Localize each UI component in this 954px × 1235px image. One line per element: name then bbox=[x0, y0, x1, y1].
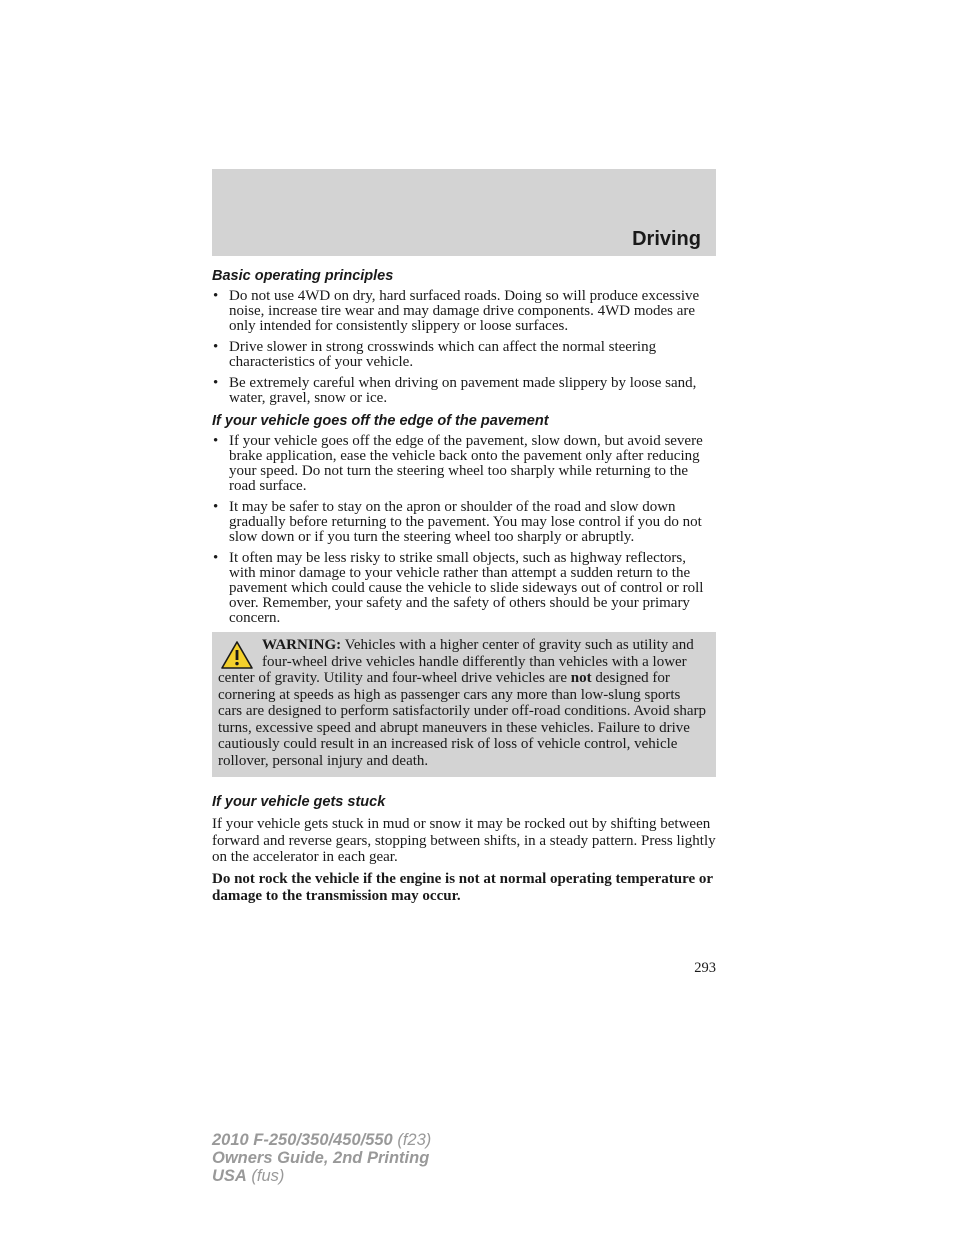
bullet-icon: • bbox=[213, 550, 219, 566]
page-number: 293 bbox=[694, 960, 716, 976]
footer-publication-info bbox=[212, 1131, 431, 1185]
basic-principles-list bbox=[212, 289, 716, 406]
bullet-icon: • bbox=[213, 288, 219, 304]
bullet-icon: • bbox=[213, 339, 219, 355]
footer-line-market: USA (fus) bbox=[212, 1167, 285, 1185]
section-title: Driving bbox=[632, 228, 701, 250]
list-item: • If your vehicle goes off the edge of the pavement, slow down, but avoid severe brake application, ease the vehicle back onto the pavement only after reducing your speed. Do not turn the steering wheel too sharply while returning to the road surface. bbox=[213, 433, 703, 494]
warning-triangle-icon bbox=[220, 640, 254, 670]
list-item: • Drive slower in strong crosswinds which can affect the normal steering characteristics of your vehicle. bbox=[213, 339, 657, 370]
heading-basic-operating-principles: Basic operating principles bbox=[212, 268, 394, 284]
list-item: • Be extremely careful when driving on pavement made slippery by loose sand, water, gravel, snow or ice. bbox=[213, 375, 697, 406]
list-item: • It often may be less risky to strike small objects, such as highway reflectors, with minor damage to your vehicle rather than attempt a sudden return to the pavement which could cause the vehicle to slide sideways out of control or roll over. Remember, your safety and the safety of others should be your primary concern. bbox=[213, 550, 704, 626]
page-content bbox=[212, 267, 716, 905]
warning-label: WARNING: bbox=[262, 637, 342, 653]
heading-vehicle-gets-stuck: If your vehicle gets stuck bbox=[212, 794, 386, 810]
off-edge-list bbox=[212, 434, 716, 626]
bullet-icon: • bbox=[213, 499, 219, 515]
warning-box bbox=[212, 632, 716, 777]
bullet-icon: • bbox=[213, 375, 219, 391]
section-header-band bbox=[212, 169, 716, 256]
warning-text: WARNING: Vehicles with a higher center of gravity such as utility and four-wheel drive vehicles handle differently than vehicles with a lower center of gravity. Utility and four-wheel drive vehicles are not designed for cornering at speeds as high as passenger cars any more than low-slung sports cars are designed to perform satisfactorily under off-road conditions. Avoid sharp turns, excessive speed and abrupt maneuvers in these vehicles. Failure to drive cautiously could result in an increased risk of loss of vehicle control, vehicle rollover, personal injury and death. bbox=[218, 637, 707, 769]
bullet-icon: • bbox=[213, 433, 219, 449]
stuck-caution-paragraph: Do not rock the vehicle if the engine is not at normal operating temperature or damage to the transmission may occur. bbox=[212, 870, 713, 904]
footer-line-model: 2010 F-250/350/450/550 (f23) bbox=[212, 1131, 432, 1149]
list-item: • Do not use 4WD on dry, hard surfaced roads. Doing so will produce excessive noise, increase tire wear and may damage drive components. 4WD modes are only intended for consistently slippery or loose surfaces. bbox=[213, 288, 700, 334]
footer-line-guide: Owners Guide, 2nd Printing bbox=[212, 1149, 430, 1167]
warning-emphasis: not bbox=[570, 670, 592, 686]
heading-off-edge-of-pavement: If your vehicle goes off the edge of the pavement bbox=[212, 413, 549, 429]
stuck-paragraph: If your vehicle gets stuck in mud or snow it may be rocked out by shifting between forward and reverse gears, stopping between shifts, in a steady pattern. Press lightly on the accelerator in each gear. bbox=[212, 816, 716, 865]
list-item: • It may be safer to stay on the apron or shoulder of the road and slow down gradually before returning to the pavement. You may lose control if you do not slow down or if you turn the steering wheel too sharply or abruptly. bbox=[213, 499, 702, 545]
